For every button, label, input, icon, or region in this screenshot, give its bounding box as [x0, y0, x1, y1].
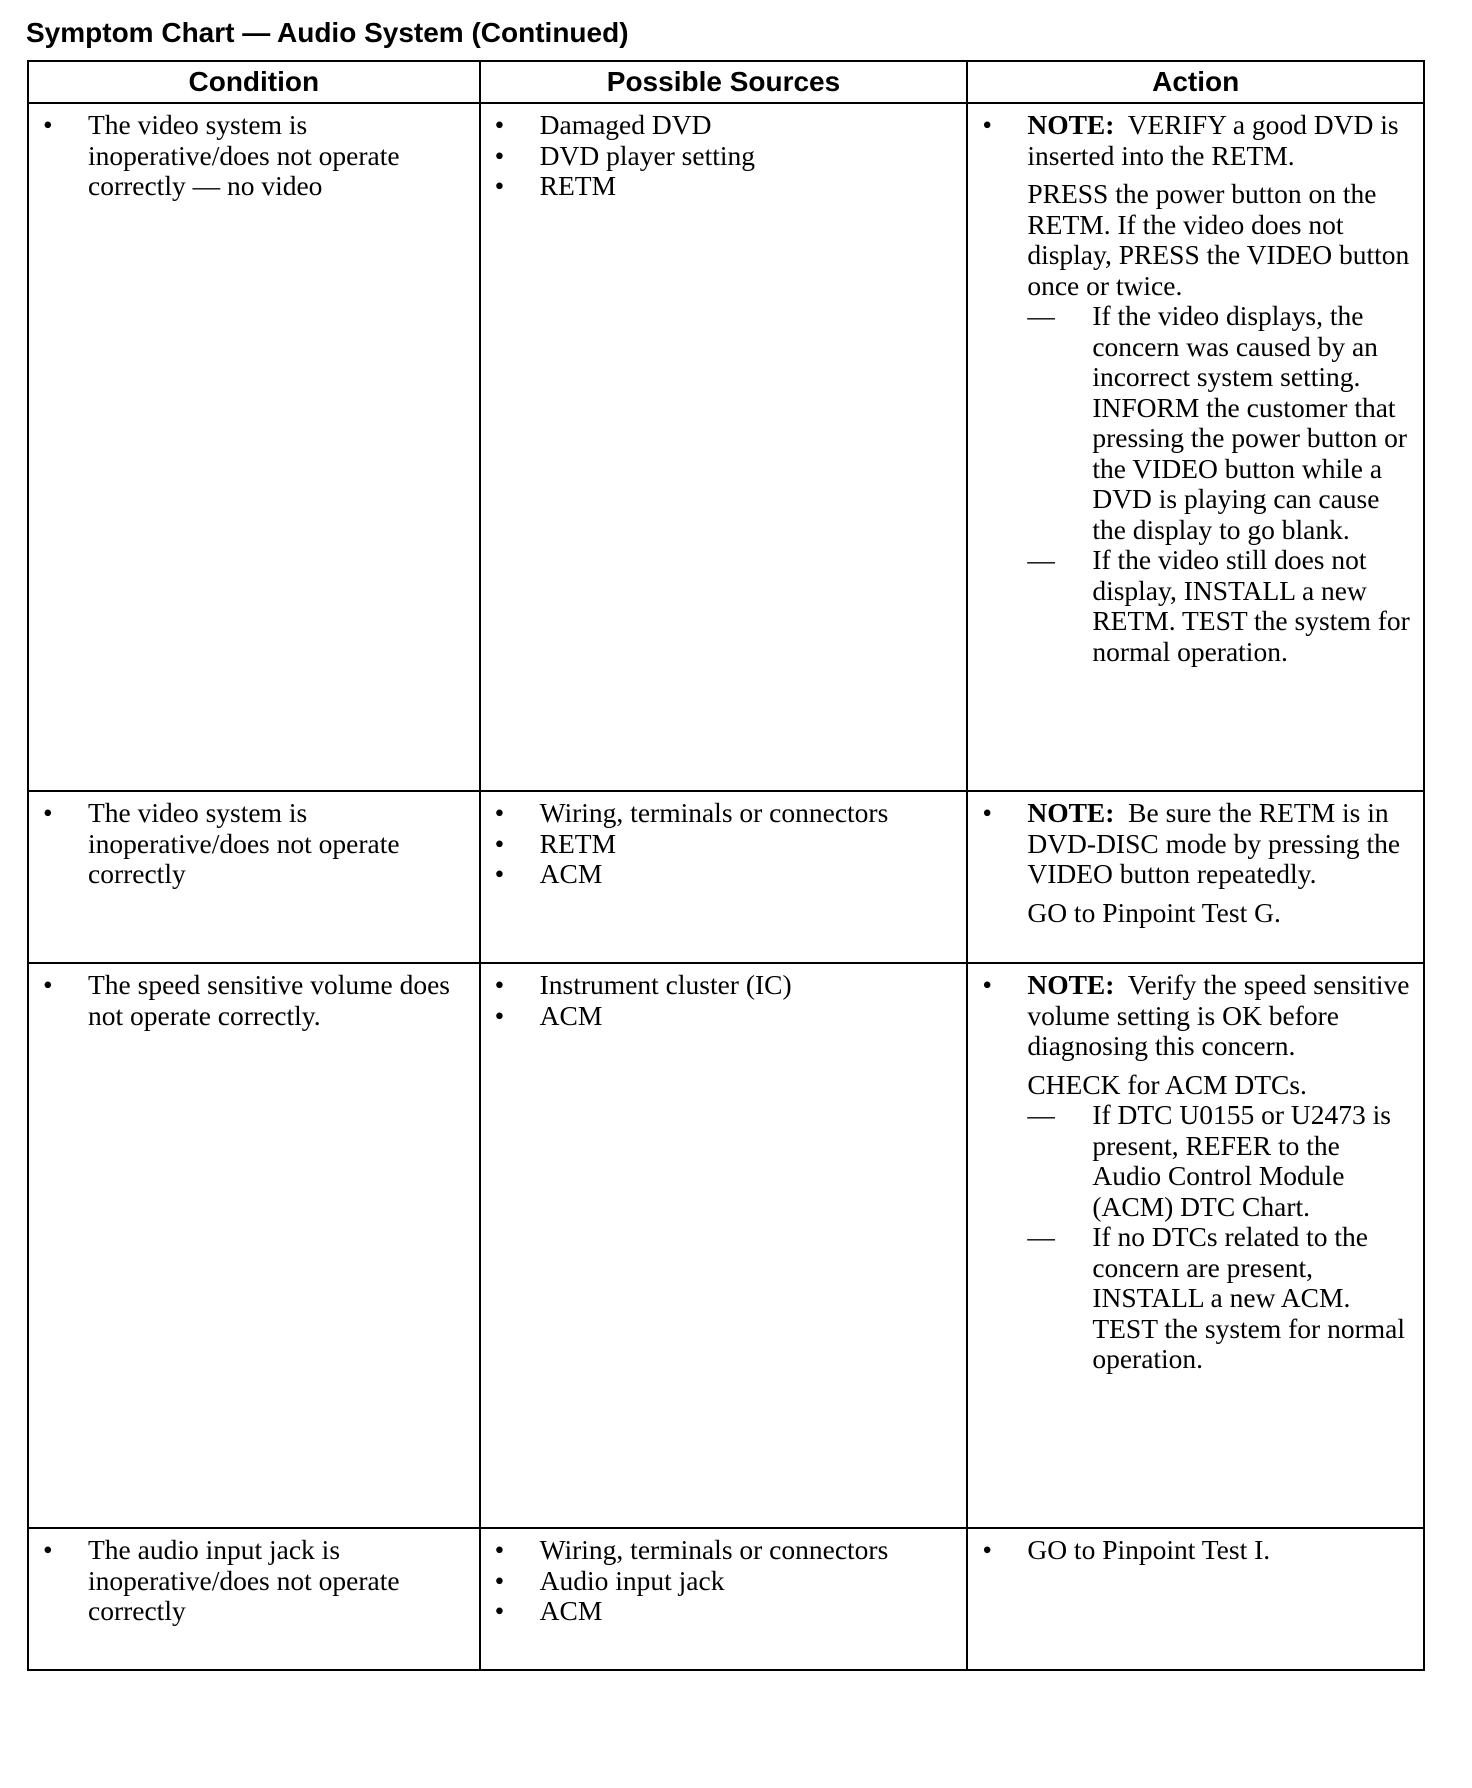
chart-title: Symptom Chart — Audio System (Continued): [26, 17, 629, 48]
table-row: [28, 791, 1424, 963]
note-label: NOTE:: [1027, 969, 1115, 1000]
condition-text: • The speed sensitive volume does not operate correctly.: [43, 970, 469, 1031]
condition-cell: [28, 963, 480, 1528]
header-condition: Condition: [28, 61, 480, 103]
action-subitem: — If the video still does not display, INSTALL a new RETM. TEST the system for normal operation.: [1027, 544, 1410, 667]
header-possible-sources: Possible Sources: [480, 61, 968, 103]
source-item: • RETM: [495, 171, 957, 202]
source-item: • Damaged DVD: [495, 110, 957, 141]
action-subitem: — If no DTCs related to the concern are present, INSTALL a new ACM. TEST the system for normal operation.: [1027, 1221, 1405, 1374]
note-text: VERIFY a good DVD is inserted into the RETM.: [1027, 109, 1399, 171]
condition-cell: [28, 103, 480, 791]
header-action: Action: [967, 61, 1424, 103]
action-cell: [967, 1528, 1424, 1670]
condition-text: • The audio input jack is inoperative/does not operate correctly: [43, 1535, 469, 1627]
action-note: [982, 798, 1413, 890]
source-item: • Instrument cluster (IC): [495, 970, 957, 1001]
dash-marker: —: [1027, 300, 1055, 331]
action-cell: [967, 791, 1424, 963]
action-paragraph: GO to Pinpoint Test G.: [1027, 896, 1281, 928]
condition-text: • The video system is inoperative/does not operate correctly: [43, 798, 469, 890]
table-row: [28, 103, 1424, 791]
condition-text: • The video system is inoperative/does not operate correctly — no video: [43, 110, 469, 202]
sources-cell: [480, 1528, 968, 1670]
dash-marker: —: [1027, 544, 1055, 575]
source-item: • DVD player setting: [495, 141, 957, 172]
note-label: NOTE:: [1027, 797, 1115, 828]
action-paragraph: PRESS the power button on the RETM. If the video does not display, PRESS the VIDEO button once or twice.: [1027, 178, 1410, 301]
note-text: Verify the speed sensitive volume setting is OK before diagnosing this concern.: [1027, 969, 1410, 1061]
source-item: • ACM: [495, 859, 957, 890]
action-note: [982, 110, 1413, 171]
note-label: NOTE:: [1027, 109, 1115, 140]
sources-cell: [480, 103, 968, 791]
source-item: • ACM: [495, 1596, 957, 1627]
action-note: [982, 970, 1413, 1062]
source-item: • Wiring, terminals or connectors: [495, 1535, 957, 1566]
condition-cell: [28, 791, 480, 963]
table-row: [28, 963, 1424, 1528]
dash-marker: —: [1027, 1221, 1055, 1252]
source-item: • ACM: [495, 1001, 957, 1032]
source-item: • Audio input jack: [495, 1566, 957, 1597]
note-text: Be sure the RETM is in DVD-DISC mode by pressing the VIDEO button repeatedly.: [1027, 797, 1401, 889]
action-subitem: — If DTC U0155 or U2473 is present, REFER to the Audio Control Module (ACM) DTC Chart.: [1027, 1099, 1391, 1222]
sources-cell: [480, 963, 968, 1528]
action-subitem: — If the video displays, the concern was caused by an incorrect system setting. INFORM the customer that pressing the power button or the VIDEO button while a DVD is playing can cause the display to go blank.: [1027, 300, 1407, 545]
action-cell: [967, 963, 1424, 1528]
symptom-table: [27, 60, 1425, 1671]
source-item: • Wiring, terminals or connectors: [495, 798, 957, 829]
action-text: • GO to Pinpoint Test I.: [982, 1535, 1413, 1566]
sources-cell: [480, 791, 968, 963]
condition-cell: [28, 1528, 480, 1670]
table-row: [28, 1528, 1424, 1670]
header-row: [28, 61, 1424, 103]
action-cell: [967, 103, 1424, 791]
source-item: • RETM: [495, 829, 957, 860]
dash-marker: —: [1027, 1099, 1055, 1130]
action-paragraph: CHECK for ACM DTCs.: [1027, 1068, 1307, 1100]
